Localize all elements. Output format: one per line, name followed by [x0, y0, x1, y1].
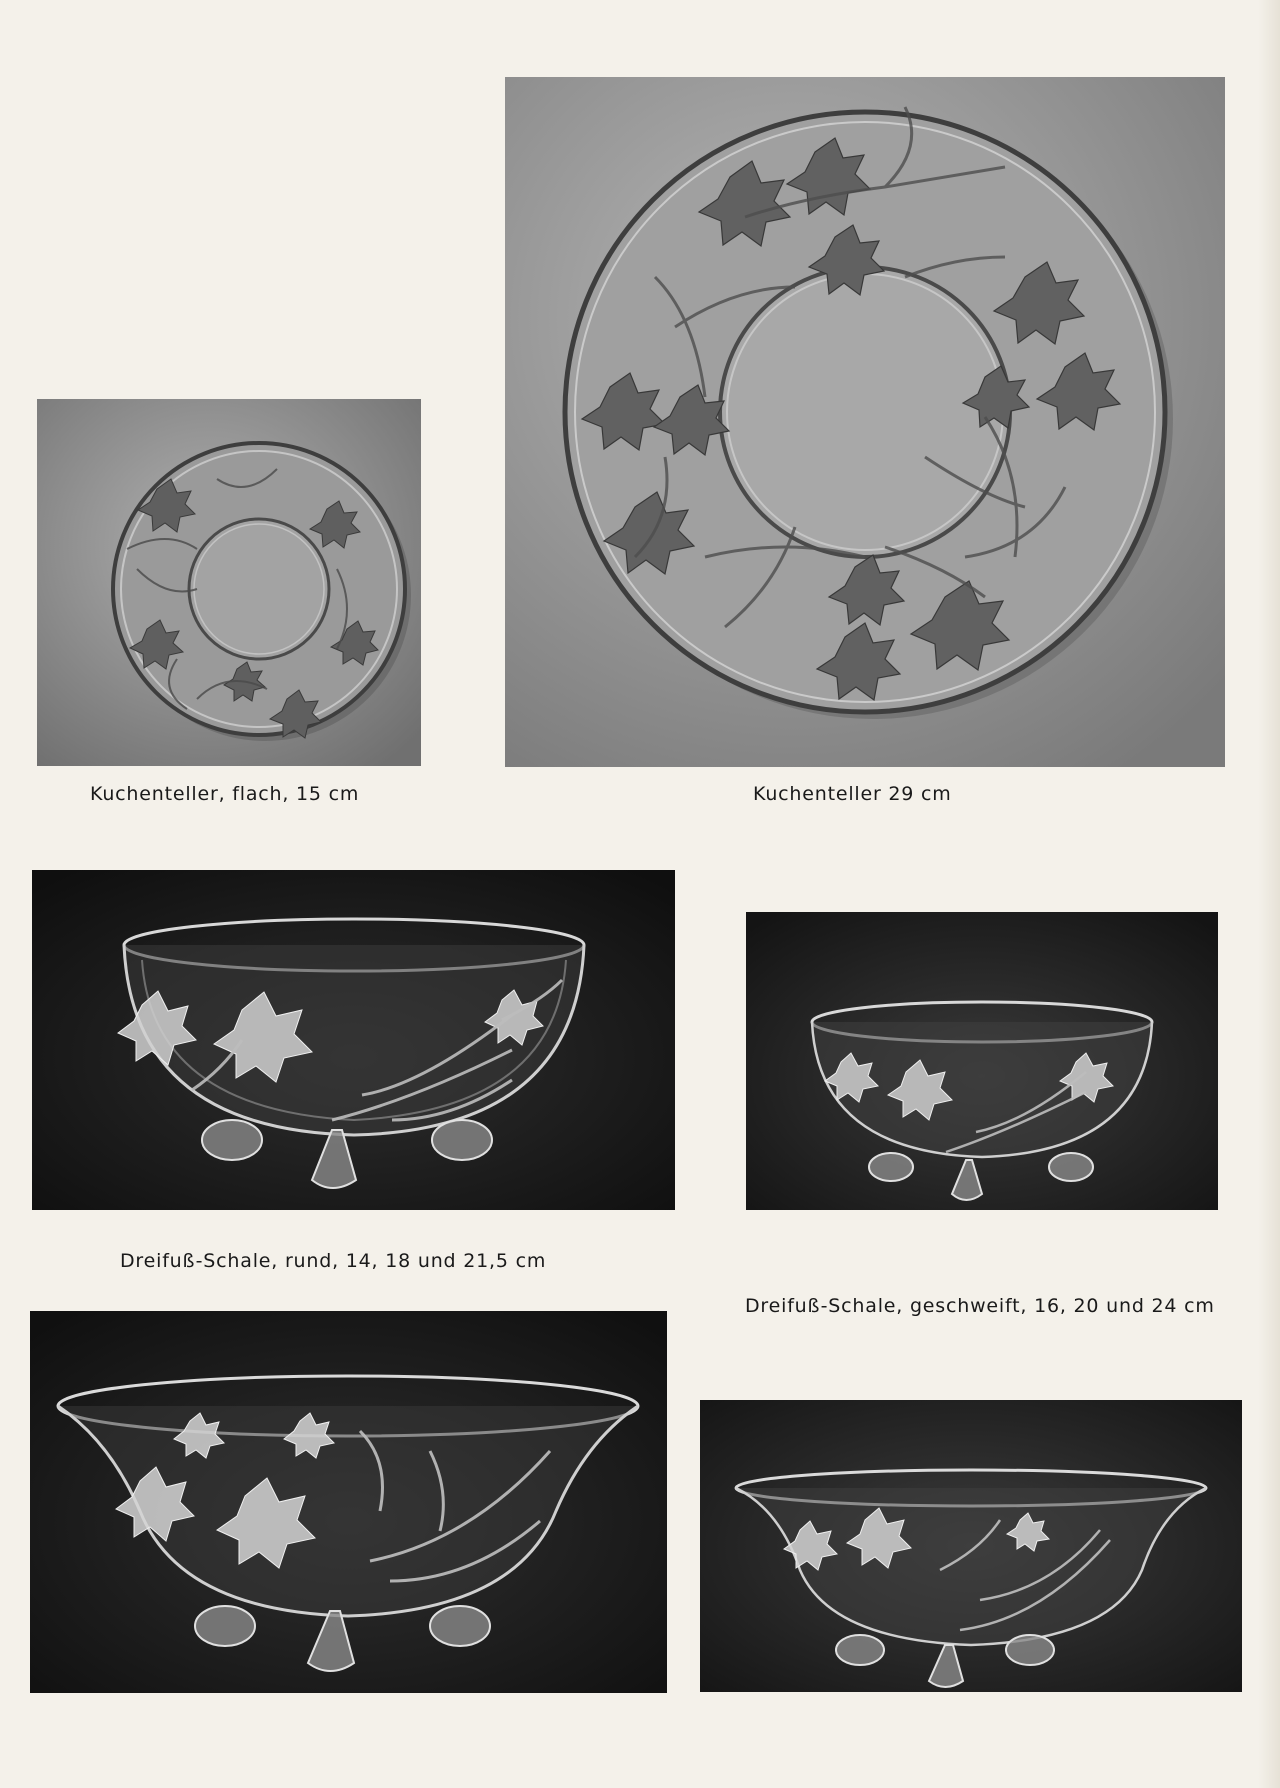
photo-curved-bowl-large: [30, 1311, 667, 1693]
caption-curved-bowl: Dreifuß-Schale, geschweift, 16, 20 und 24 cm: [745, 1295, 1215, 1317]
photo-round-bowl-small: [746, 912, 1218, 1210]
caption-large-plate: Kuchenteller 29 cm: [753, 783, 952, 805]
photo-small-plate: [37, 399, 421, 766]
photo-curved-bowl-small: [700, 1400, 1242, 1692]
photo-round-bowl-large: [32, 870, 675, 1210]
photo-large-plate: [505, 77, 1225, 767]
caption-small-plate: Kuchenteller, flach, 15 cm: [90, 783, 360, 805]
page-edge: [1258, 0, 1280, 1788]
caption-round-bowl: Dreifuß-Schale, rund, 14, 18 und 21,5 cm: [120, 1250, 547, 1272]
